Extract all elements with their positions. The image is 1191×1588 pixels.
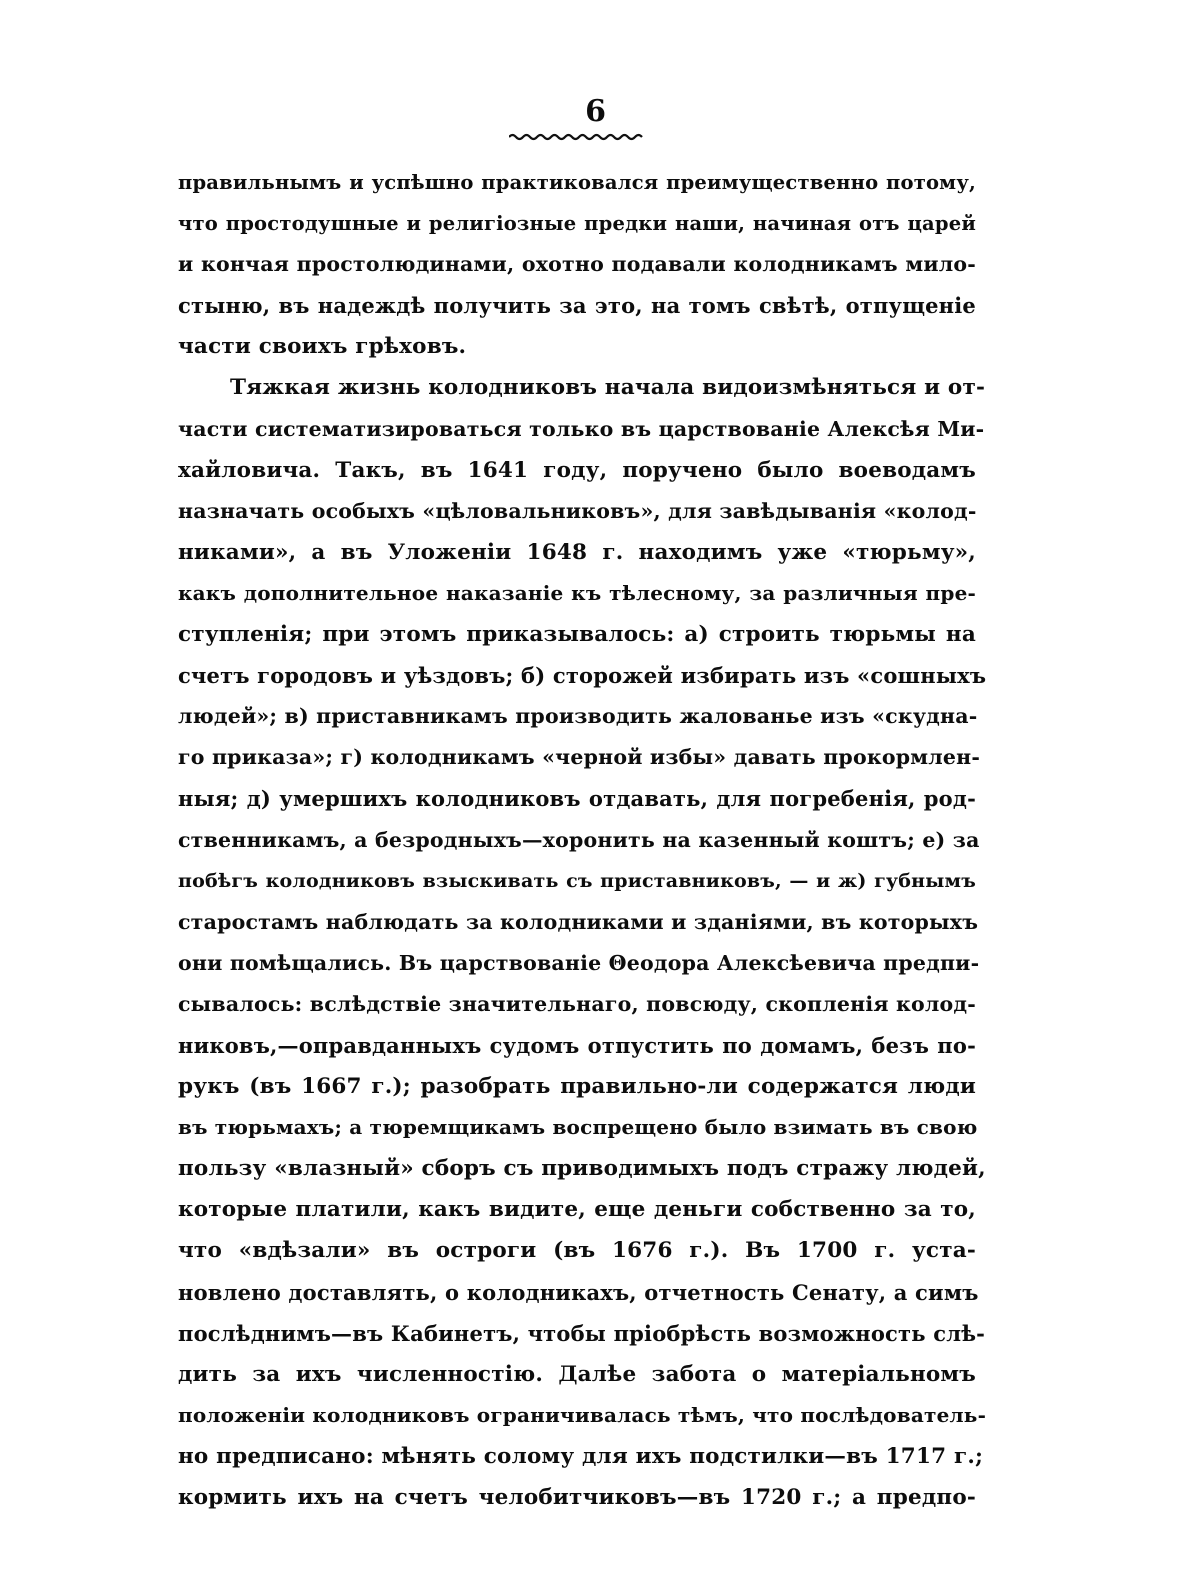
- text-line: что «вдѣзали» въ остроги (въ 1676 г.). Въ 1700 г. уста-: [178, 1238, 976, 1264]
- text-line: старостамъ наблюдать за колодниками и зданіями, въ которыхъ: [178, 909, 979, 934]
- text-line: хайловича. Такъ, въ 1641 году, поручено было воеводамъ: [178, 457, 976, 483]
- text-line: никовъ,—оправданныхъ судомъ отпустить по домамъ, безъ по-: [178, 1032, 976, 1058]
- text-line: но предписано: мѣнять солому для ихъ подстилки—въ 1717 г.;: [178, 1443, 984, 1469]
- text-line: назначать особыхъ «цѣловальниковъ», для завѣдыванія «колод-: [178, 498, 977, 523]
- text-line: ступленія; при этомъ приказывалось: а) строить тюрьмы на: [178, 622, 976, 648]
- decorative-wavy-rule: [509, 132, 643, 142]
- text-line: дить за ихъ численностію. Далѣе забота о матеріальномъ: [178, 1361, 976, 1387]
- text-line: счетъ городовъ и уѣздовъ; б) сторожей избирать изъ «сошныхъ: [178, 663, 987, 689]
- text-line: людей»; в) приставникамъ производить жалованье изъ «скудна-: [178, 704, 978, 729]
- text-line: пользу «влазный» сборъ съ приводимыхъ подъ стражу людей,: [178, 1156, 986, 1182]
- text-line: го приказа»; г) колодникамъ «черной избы» давать прокормлен-: [178, 745, 981, 770]
- text-line: что простодушные и религіозные предки наши, начиная отъ царей: [178, 212, 976, 236]
- text-line: Тяжкая жизнь колодниковъ начала видоизмѣняться и от-: [230, 375, 986, 401]
- body-text: [178, 162, 987, 1518]
- text-line: ныя; д) умершихъ колодниковъ отдавать, для погребенія, род-: [178, 786, 976, 812]
- text-line: кормить ихъ на счетъ челобитчиковъ—въ 1720 г.; а предпо-: [178, 1485, 976, 1510]
- text-line: части систематизироваться только въ царствованіе Алексѣя Ми-: [178, 416, 985, 441]
- text-line: побѣгъ колодниковъ взыскивать съ приставниковъ, — и ж) губнымъ: [178, 869, 976, 892]
- text-line: правильнымъ и успѣшно практиковался преимущественно потому,: [178, 171, 976, 194]
- text-line: ственникамъ, а безродныхъ—хоронить на казенный коштъ; е) за: [178, 827, 980, 852]
- text-line: положеніи колодниковъ ограничивалась тѣмъ, что послѣдователь-: [178, 1402, 987, 1427]
- text-line: они помѣщались. Въ царствованіе Θеодора Алексѣевича предпи-: [178, 950, 980, 975]
- text-line: части своихъ грѣховъ.: [178, 334, 467, 360]
- text-line: которые платили, какъ видите, еще деньги собственно за то,: [178, 1197, 976, 1223]
- text-line: въ тюрьмахъ; а тюремщикамъ воспрещено было взимать въ свою: [178, 1115, 978, 1140]
- text-line: рукъ (въ 1667 г.); разобрать правильно-ли содержатся люди: [178, 1074, 976, 1100]
- text-line: какъ дополнительное наказаніе къ тѣлесному, за различныя пре-: [178, 580, 976, 605]
- text-line: никами», а въ Уложеніи 1648 г. находимъ уже «тюрьму»,: [178, 539, 976, 565]
- text-line: послѣднимъ—въ Кабинетъ, чтобы пріобрѣсть возможность слѣ-: [178, 1320, 986, 1346]
- text-line: новлено доставлять, о колодникахъ, отчетность Сенату, а симъ: [178, 1279, 979, 1305]
- page-number: 6: [585, 94, 606, 129]
- text-line: стыню, въ надеждѣ получить за это, на томъ свѣтѣ, отпущеніе: [178, 293, 976, 319]
- text-line: и кончая простолюдинами, охотно подавали колодникамъ мило-: [178, 252, 976, 277]
- text-line: сывалось: вслѣдствіе значительнаго, повсюду, скопленія колод-: [178, 991, 976, 1016]
